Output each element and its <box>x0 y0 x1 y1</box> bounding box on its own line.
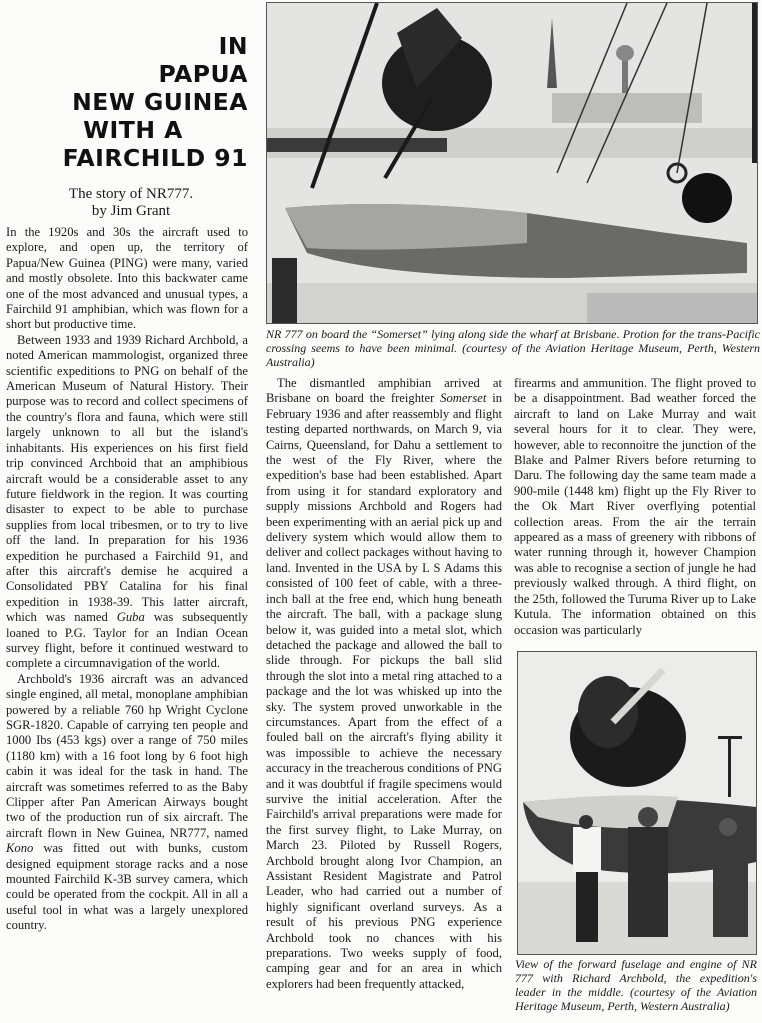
column-right <box>514 376 756 638</box>
paragraph <box>6 333 248 672</box>
article-subtitle: The story of NR777. <box>68 186 194 202</box>
title-line: WITH A <box>83 116 183 144</box>
column-left <box>6 225 248 934</box>
title-line: PAPUA <box>158 60 248 88</box>
ship-name: Somerset <box>440 391 487 406</box>
article-title <box>0 32 248 172</box>
photo-aircraft-on-ship <box>266 2 758 324</box>
paragraph-text: Between 1933 and 1939 Richard Archbold, a noted American mammologist, organized three scientific expeditions to PNG on behalf of the American Museum of Natural History. Their purpose was to record and collect specimens of the country's flora and fauna, which were still largely unknown to all but the island's inhabitants. His experiences on his first field trip convinced Archboid that an amphibious aircraft would be a considerable asset to any future fieldwork in the region. It was courting disaster to expect to be able to purchase supplies from local tribesmen, or to try to live off the land. In preparation for his 1936 expedition he purchased a Fairchild 91, and after this aircraft's demise he acquired a Consolidated PBY Catalina for his final expedition in 1938-39. This latter aircraft, which was named <box>6 332 248 625</box>
aircraft-name: Kono <box>6 841 34 856</box>
paragraph-text: was subsequently loaned to P.G. Taylor for an Indian Ocean survey flight, before it continued westward to complete a circumnavigation of the world. <box>6 610 248 671</box>
paragraph-text: in February 1936 and after reassembly and flight testing departed northwards, on March 9, via Cairns, Queensland, for Dahu a settlement to the west of the Fly River, where the expedition's base had been established. Apart from using it for standard exploratory and supply missions Archbold and Rogers had been experimenting with an aerial pick up and delivery system which would allow them to deliver and collect packages without having to land. Invented in the USA by L S Adams this consisted of 100 feet of cable, with a three-inch ball at the free end, which hung beneath the aircraft. The ball, with a package slung below it, was guided into a metal slot, which detached the package and allowed the ball to slide through. For pickups the ball slid through the slot into a metal ring attached to a package and the lot was whisked up into the sky. The system proved unworkable in the circumstances. Apart from the effect of a fouled ball on the aircraft's flying ability it was impossible to achieve the necessary accuracy in the treacherous conditions of PNG and it was doubtful if fragile specimens would survive the initial acceleration. After the Fairchild's arrival preparations were made for the first survey flight, to Lake Murray, on March 23. Piloted by Russell Rogers, Archbold brought along Ivor Champion, an Assistant Resident Magistrate and Patrol Leader, who had carried out a number of highly significant overland surveys. As a result of his previous PNG experience Archbold took no chances with his preparations. Two weeks supply of food, camping gear and for an area in which explorers had been frequently attacked, <box>266 391 502 991</box>
title-line: IN <box>218 32 248 60</box>
paragraph-text: was fitted out with bunks, custom designed equipment storage racks and a nose mounted Fairchild K-3B survey camera, which could be operated from the cockpit. All in all a useful tool in what was a largely unexplored country. <box>6 841 248 933</box>
photo-illustration <box>518 652 756 954</box>
figure-caption: NR 777 on board the “Somerset” lying along side the wharf at Brisbane. Protion for the trans-Pacific crossing seems to have been minimal. (courtesy of the Aviation Heritage Museum, Perth, Western Australia) <box>266 327 760 369</box>
aircraft-name: Guba <box>116 610 145 625</box>
photo-archbold-with-aircraft <box>517 651 757 955</box>
title-line: NEW GUINEA <box>72 88 248 116</box>
paragraph: In the 1920s and 30s the aircraft used to explore, and open up, the territory of Papua/New Guinea (PING) were many, varied and mostly obsolete. Into this backwater came one of the most advanced and unusual types, a Fairchild 91 amphibian, which was flown for a short but productive time. <box>6 225 248 332</box>
paragraph <box>6 672 248 934</box>
paragraph <box>266 376 502 992</box>
title-line: FAIRCHILD 91 <box>62 144 248 172</box>
paragraph-text: The dismantled amphibian arrived at Brisbane on board the freighter <box>266 376 502 406</box>
column-middle <box>266 376 502 992</box>
figure-caption: View of the forward fuselage and engine of NR 777 with Richard Archbold, the expedition's leader in the middle. (courtesy of the Aviation Heritage Museum, Perth, Western Australia) <box>515 957 757 1013</box>
article-byline: by Jim Grant <box>91 203 171 219</box>
paragraph: firearms and ammunition. The flight proved to be a disappointment. Bad weather forced the aircraft to land on Lake Murray and wait several hours for it to clear. They were, however, able to reconnoitre the junction of the Blake and Palmer Rivers before returning to Daru. The following day the same team made a 900-mile (1448 km) flight up the Fly River to the Ok Mart River overflying potential collection areas. From the air the terrain appeared as a mass of greenery with ribbons of water running through it, however Champion was able to recognise a section of jungle he had previously walked through. A third flight, on the 25th, followed the Turuma River up to Lake Kutula. The information obtained on this occasion was particularly <box>514 376 756 637</box>
paragraph-text: Archbold's 1936 aircraft was an advanced single engined, all metal, monoplane amphibian powered by a reliable 760 hp Wright Cyclone SGR-1820. Capable of carrying ten people and 1000 Ibs (453 kgs) over a range of 750 miles (1180 km) with a 16 foot long by 6 foot high cabin it was ideal for the task in hand. The aircraft was sometimes referred to as the Baby Clipper after Pan American Airways bought two of the production run of six aircraft. The aircraft flown in New Guinea, NR777, named <box>6 671 248 840</box>
photo-illustration <box>267 3 757 323</box>
